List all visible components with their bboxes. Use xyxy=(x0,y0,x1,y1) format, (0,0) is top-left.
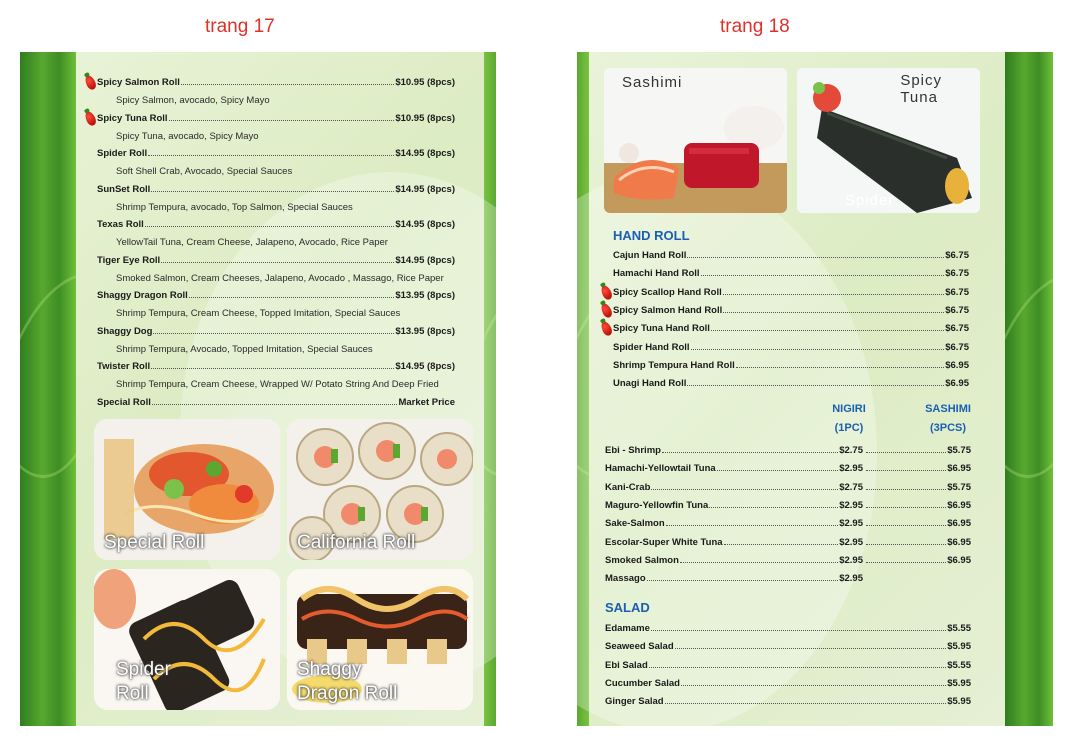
sashimi-price: $6.95 xyxy=(947,518,971,530)
item-price: $6.75 xyxy=(945,250,969,261)
item-name: Spider Hand Roll xyxy=(613,341,690,353)
item-price: $6.95 xyxy=(945,378,969,390)
item-name: Unagi Hand Roll xyxy=(613,378,687,390)
nigiri-price: $2.95 xyxy=(839,518,863,530)
dot-leader xyxy=(169,120,395,121)
item-price: $5.95 xyxy=(947,677,971,689)
photo-spider-roll xyxy=(94,569,280,710)
nigiri-price: $2.95 xyxy=(839,536,863,548)
item-price: $14.95 (8pcs) xyxy=(395,361,455,372)
item-price: $6.75 xyxy=(945,341,969,353)
item-price: Market Price xyxy=(398,396,455,408)
photo-caption: Sashimi xyxy=(622,74,683,91)
menu-item xyxy=(97,77,455,88)
sashimi-price: $6.95 xyxy=(947,536,971,548)
dot-leader xyxy=(181,84,394,85)
item-name: Escolar-Super White Tuna xyxy=(605,536,723,548)
item-name: Spicy Tuna Roll xyxy=(97,112,168,124)
dot-leader xyxy=(681,685,946,686)
item-name: Ebi Salad xyxy=(605,659,648,671)
photo-caption-line: Spider Roll xyxy=(116,659,171,704)
menu-item xyxy=(97,361,455,372)
sashimi-price: $6.95 xyxy=(947,499,971,511)
photo-caption xyxy=(297,658,397,706)
item-price: $14.95 (8pcs) xyxy=(395,254,455,266)
nigiri-subheading: (1PC) xyxy=(834,422,864,434)
menu-item xyxy=(97,397,455,408)
dot-leader xyxy=(189,297,395,298)
item-name: Ginger Salad xyxy=(605,696,664,708)
salad-menu xyxy=(577,52,1053,726)
item-name: Massago xyxy=(605,573,646,585)
salad-title: SALAD xyxy=(605,600,650,615)
menu-item xyxy=(97,326,455,337)
item-name: Spider Roll xyxy=(97,148,148,159)
photo-caption: California Roll xyxy=(297,532,416,553)
item-price: $5.55 xyxy=(947,659,971,671)
item-description: Smoked Salmon, Cream Cheeses, Jalapeno, Avocado , Massago, Rice Paper xyxy=(116,272,444,284)
chili-pepper-icon xyxy=(83,74,97,91)
menu-item xyxy=(97,184,455,195)
roll-menu xyxy=(20,52,496,412)
dot-leader xyxy=(151,368,394,369)
photo-caption: Spider xyxy=(845,192,895,209)
item-price: $5.95 xyxy=(947,696,971,708)
menu-item xyxy=(605,641,971,652)
item-name: Hamachi Hand Roll xyxy=(613,268,700,280)
item-price: $14.95 (8pcs) xyxy=(395,219,455,230)
sashimi-price: $6.95 xyxy=(947,463,971,475)
menu-item xyxy=(97,113,455,124)
item-description: Shrimp Tempura, Cream Cheese, Wrapped W/ Potato String And Deep Fried xyxy=(116,379,439,390)
nigiri-price: $2.95 xyxy=(839,573,863,585)
nigiri-price: $2.95 xyxy=(839,463,863,475)
item-price: $13.95 (8pcs) xyxy=(395,325,455,337)
item-price: $6.75 xyxy=(945,286,969,298)
sashimi-heading: SASHIMI xyxy=(925,403,971,415)
dot-leader xyxy=(153,333,394,334)
photo-caption xyxy=(116,658,171,706)
menu-item xyxy=(605,696,971,707)
item-name: Edamame xyxy=(605,623,650,634)
item-name: Shaggy Dog xyxy=(97,325,153,337)
item-price: $14.95 (8pcs) xyxy=(395,148,455,159)
item-price: $14.95 (8pcs) xyxy=(395,183,455,195)
item-name: Smoked Salmon xyxy=(605,554,679,566)
sashimi-price: $6.95 xyxy=(947,554,971,566)
item-price: $6.75 xyxy=(945,268,969,280)
page-label-right: trang 18 xyxy=(720,16,790,37)
item-price: $6.75 xyxy=(945,304,969,316)
item-name: Tiger Eye Roll xyxy=(97,254,161,266)
item-name: Sake-Salmon xyxy=(605,518,665,530)
sashimi-price: $5.75 xyxy=(947,445,971,456)
photo-caption: Spicy Tuna xyxy=(900,72,942,106)
item-price: $13.95 (8pcs) xyxy=(395,290,455,301)
sashimi-subheading: (3PCS) xyxy=(929,422,967,434)
item-description: Shrimp Tempura, avocado, Top Salmon, Special Sauces xyxy=(116,201,353,213)
item-price: $5.95 xyxy=(947,641,971,653)
item-price: $10.95 (8pcs) xyxy=(395,77,455,88)
nigiri-price: $2.95 xyxy=(839,499,863,511)
item-name: Spicy Salmon Hand Roll xyxy=(613,304,723,316)
item-name: Cucumber Salad xyxy=(605,677,680,689)
item-price: $6.95 xyxy=(945,359,969,371)
photo-special-roll xyxy=(94,419,280,560)
hand-roll-title: HAND ROLL xyxy=(613,228,690,243)
photo-caption-line: Shaggy Dragon Roll xyxy=(297,659,398,704)
chili-pepper-icon xyxy=(83,109,97,126)
dot-leader xyxy=(152,404,398,405)
item-description: Shrimp Tempura, Cream Cheese, Topped Imitation, Special Sauces xyxy=(116,308,401,319)
nigiri-price: $2.75 xyxy=(839,445,863,456)
menu-item xyxy=(605,623,971,634)
item-name: Spicy Salmon Roll xyxy=(97,77,180,88)
photo-shaggy-dragon-roll xyxy=(287,569,473,710)
dot-leader xyxy=(151,191,394,192)
item-name: Shrimp Tempura Hand Roll xyxy=(613,359,735,371)
menu-page-right xyxy=(577,52,1053,726)
nigiri-price: $2.95 xyxy=(839,554,863,566)
menu-item xyxy=(97,255,455,266)
item-description: Spicy Salmon, avocado, Spicy Mayo xyxy=(116,95,270,106)
photo-caption: Special Roll xyxy=(104,532,205,553)
item-name: Cajun Hand Roll xyxy=(613,250,687,261)
item-name: Texas Roll xyxy=(97,219,144,230)
page-label-left: trang 17 xyxy=(205,16,275,37)
item-name: SunSet Roll xyxy=(97,183,151,195)
dot-leader xyxy=(148,155,394,156)
dot-leader xyxy=(145,226,394,227)
menu-page-left xyxy=(20,52,496,726)
menu-item xyxy=(97,219,455,230)
menu-item xyxy=(605,678,971,689)
nigiri-heading: NIGIRI xyxy=(832,403,866,415)
item-name: Ebi - Shrimp xyxy=(605,445,661,456)
menu-item xyxy=(97,290,455,301)
item-name: Spicy Scallop Hand Roll xyxy=(613,286,722,298)
item-description: Soft Shell Crab, Avocado, Special Sauces xyxy=(116,166,293,177)
item-name: Spicy Tuna Hand Roll xyxy=(613,323,710,335)
menu-item xyxy=(97,148,455,159)
item-price: $5.55 xyxy=(947,623,971,634)
item-name: Kani-Crab xyxy=(605,481,651,493)
item-name: Shaggy Dragon Roll xyxy=(97,290,188,301)
item-description: Shrimp Tempura, Avocado, Topped Imitation, Special Sauces xyxy=(116,343,373,355)
item-name: Twister Roll xyxy=(97,361,151,372)
nigiri-price: $2.75 xyxy=(839,481,863,493)
item-name: Maguro-Yellowfin Tuna xyxy=(605,499,709,511)
item-name: Seaweed Salad xyxy=(605,641,674,653)
dot-leader xyxy=(161,262,394,263)
dot-leader xyxy=(651,630,946,631)
menu-item xyxy=(605,660,971,671)
dot-leader xyxy=(649,667,946,668)
sashimi-price: $5.75 xyxy=(947,481,971,493)
item-description: YellowTail Tuna, Cream Cheese, Jalapeno, Avocado, Rice Paper xyxy=(116,237,388,248)
item-description: Spicy Tuna, avocado, Spicy Mayo xyxy=(116,130,259,142)
dot-leader xyxy=(665,703,947,704)
item-price: $10.95 (8pcs) xyxy=(395,112,455,124)
photo-california-roll xyxy=(287,419,473,560)
item-name: Special Roll xyxy=(97,396,151,408)
item-price: $6.75 xyxy=(945,323,969,335)
item-name: Hamachi-Yellowtail Tuna xyxy=(605,463,716,475)
dot-leader xyxy=(675,648,947,649)
